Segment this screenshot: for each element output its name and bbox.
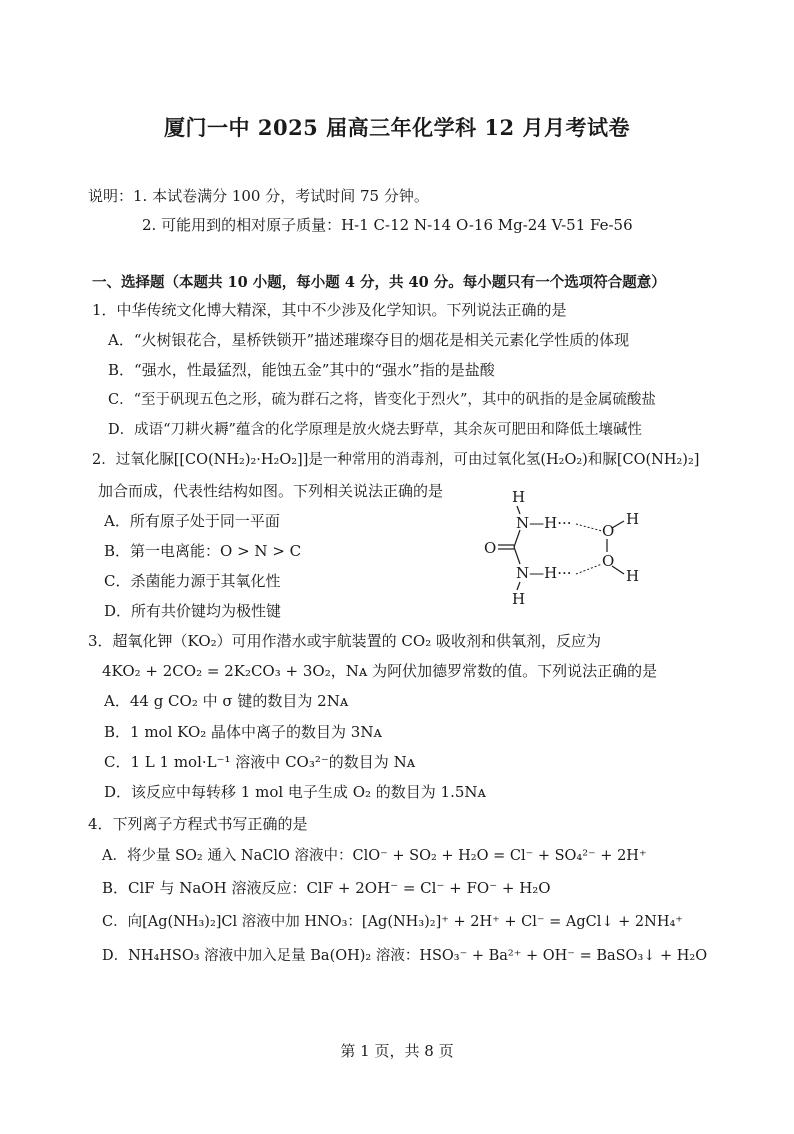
q2-option-b: B．第一电离能：O > N > C — [104, 542, 302, 560]
q3-option-d: D．该反应中每转移 1 mol 电子生成 O₂ 的数目为 1.5Nᴀ — [104, 783, 486, 801]
q1-option-d: D．成语“刀耕火耨”蕴含的化学原理是放火烧去野草，其余灰可肥田和降低土壤碱性 — [108, 422, 642, 438]
q4-option-b: B．ClF 与 NaOH 溶液反应：ClF + 2OH⁻ = Cl⁻ + FO⁻ + H₂O — [102, 879, 551, 897]
q3-option-b: B．1 mol KO₂ 晶体中离子的数目为 3Nᴀ — [104, 723, 382, 741]
instruction-line-2: 2. 可能用到的相对原子质量：H-1 C-12 N-14 O-16 Mg-24 V-51 Fe-56 — [142, 216, 633, 234]
instruction-line-1: 说明：1. 本试卷满分 100 分，考试时间 75 分钟。 — [88, 187, 429, 205]
q2-option-d: D．所有共价键均为极性键 — [104, 602, 282, 620]
q1-option-b: B．“强水，性最猛烈，能蚀五金”其中的“强水”指的是盐酸 — [108, 361, 495, 379]
q1-stem: 1．中华传统文化博大精深，其中不少涉及化学知识。下列说法正确的是 — [92, 301, 567, 319]
page-footer: 第 1 页，共 8 页 — [340, 1042, 454, 1060]
struct-h-bottom: H — [512, 590, 526, 608]
urea-peroxide-structure — [478, 486, 668, 610]
struct-o-left: O — [484, 539, 497, 557]
struct-nh-bottom: N—H··· — [516, 564, 572, 582]
struct-h-top: H — [512, 488, 526, 506]
struct-nh-top: N—H··· — [516, 514, 572, 532]
struct-h-right-bottom: H — [626, 567, 640, 585]
exam-title: 厦门一中 2025 届高三年化学科 12 月月考试卷 — [164, 115, 630, 140]
section-heading: 一、选择题（本题共 10 小题，每小题 4 分，共 40 分。每小题只有一个选项符合题意） — [92, 274, 666, 291]
q2-option-c: C．杀菌能力源于其氧化性 — [104, 572, 281, 590]
q3-stem-line-2: 4KO₂ + 2CO₂ = 2K₂CO₃ + 3O₂，Nᴀ 为阿伏加德罗常数的值。下列说法正确的是 — [102, 662, 658, 680]
q3-option-a: A．44 g CO₂ 中 σ 键的数目为 2Nᴀ — [104, 692, 349, 710]
q4-stem: 4．下列离子方程式书写正确的是 — [88, 815, 308, 833]
q2-stem-line-2: 加合而成，代表性结构如图。下列相关说法正确的是 — [98, 482, 444, 500]
struct-o-right-bottom: O — [602, 552, 615, 570]
q1-option-a: A．“火树银花合，星桥铁锁开”描述璀璨夺目的烟花是相关元素化学性质的体现 — [108, 331, 630, 349]
struct-h-right-top: H — [626, 510, 640, 528]
q3-option-c: C．1 L 1 mol·L⁻¹ 溶液中 CO₃²⁻的数目为 Nᴀ — [104, 753, 416, 771]
q4-option-c: C．向[Ag(NH₃)₂]Cl 溶液中加 HNO₃：[Ag(NH₃)₂]⁺ + 2H⁺ + Cl⁻ = AgCl↓ + 2NH₄⁺ — [102, 914, 683, 930]
q2-stem-line-1: 2．过氧化脲[[CO(NH₂)₂·H₂O₂]]是一种常用的消毒剂，可由过氧化氢(H₂O₂)和脲[CO(NH₂)₂] — [92, 452, 700, 468]
q4-option-d: D．NH₄HSO₃ 溶液中加入足量 Ba(OH)₂ 溶液：HSO₃⁻ + Ba²⁺ + OH⁻ = BaSO₃↓ + H₂O — [102, 948, 708, 964]
q3-stem-line-1: 3．超氧化钾（KO₂）可用作潜水或宇航装置的 CO₂ 吸收剂和供氧剂，反应为 — [88, 632, 601, 650]
q1-option-c: C．“至于矾现五色之形，硫为群石之将，皆变化于烈火”，其中的矾指的是金属硫酸盐 — [108, 392, 656, 408]
q2-option-a: A．所有原子处于同一平面 — [104, 512, 280, 530]
struct-o-right-top: O — [602, 522, 615, 540]
q4-option-a: A．将少量 SO₂ 通入 NaClO 溶液中：ClO⁻ + SO₂ + H₂O = Cl⁻ + SO₄²⁻ + 2H⁺ — [102, 848, 647, 864]
